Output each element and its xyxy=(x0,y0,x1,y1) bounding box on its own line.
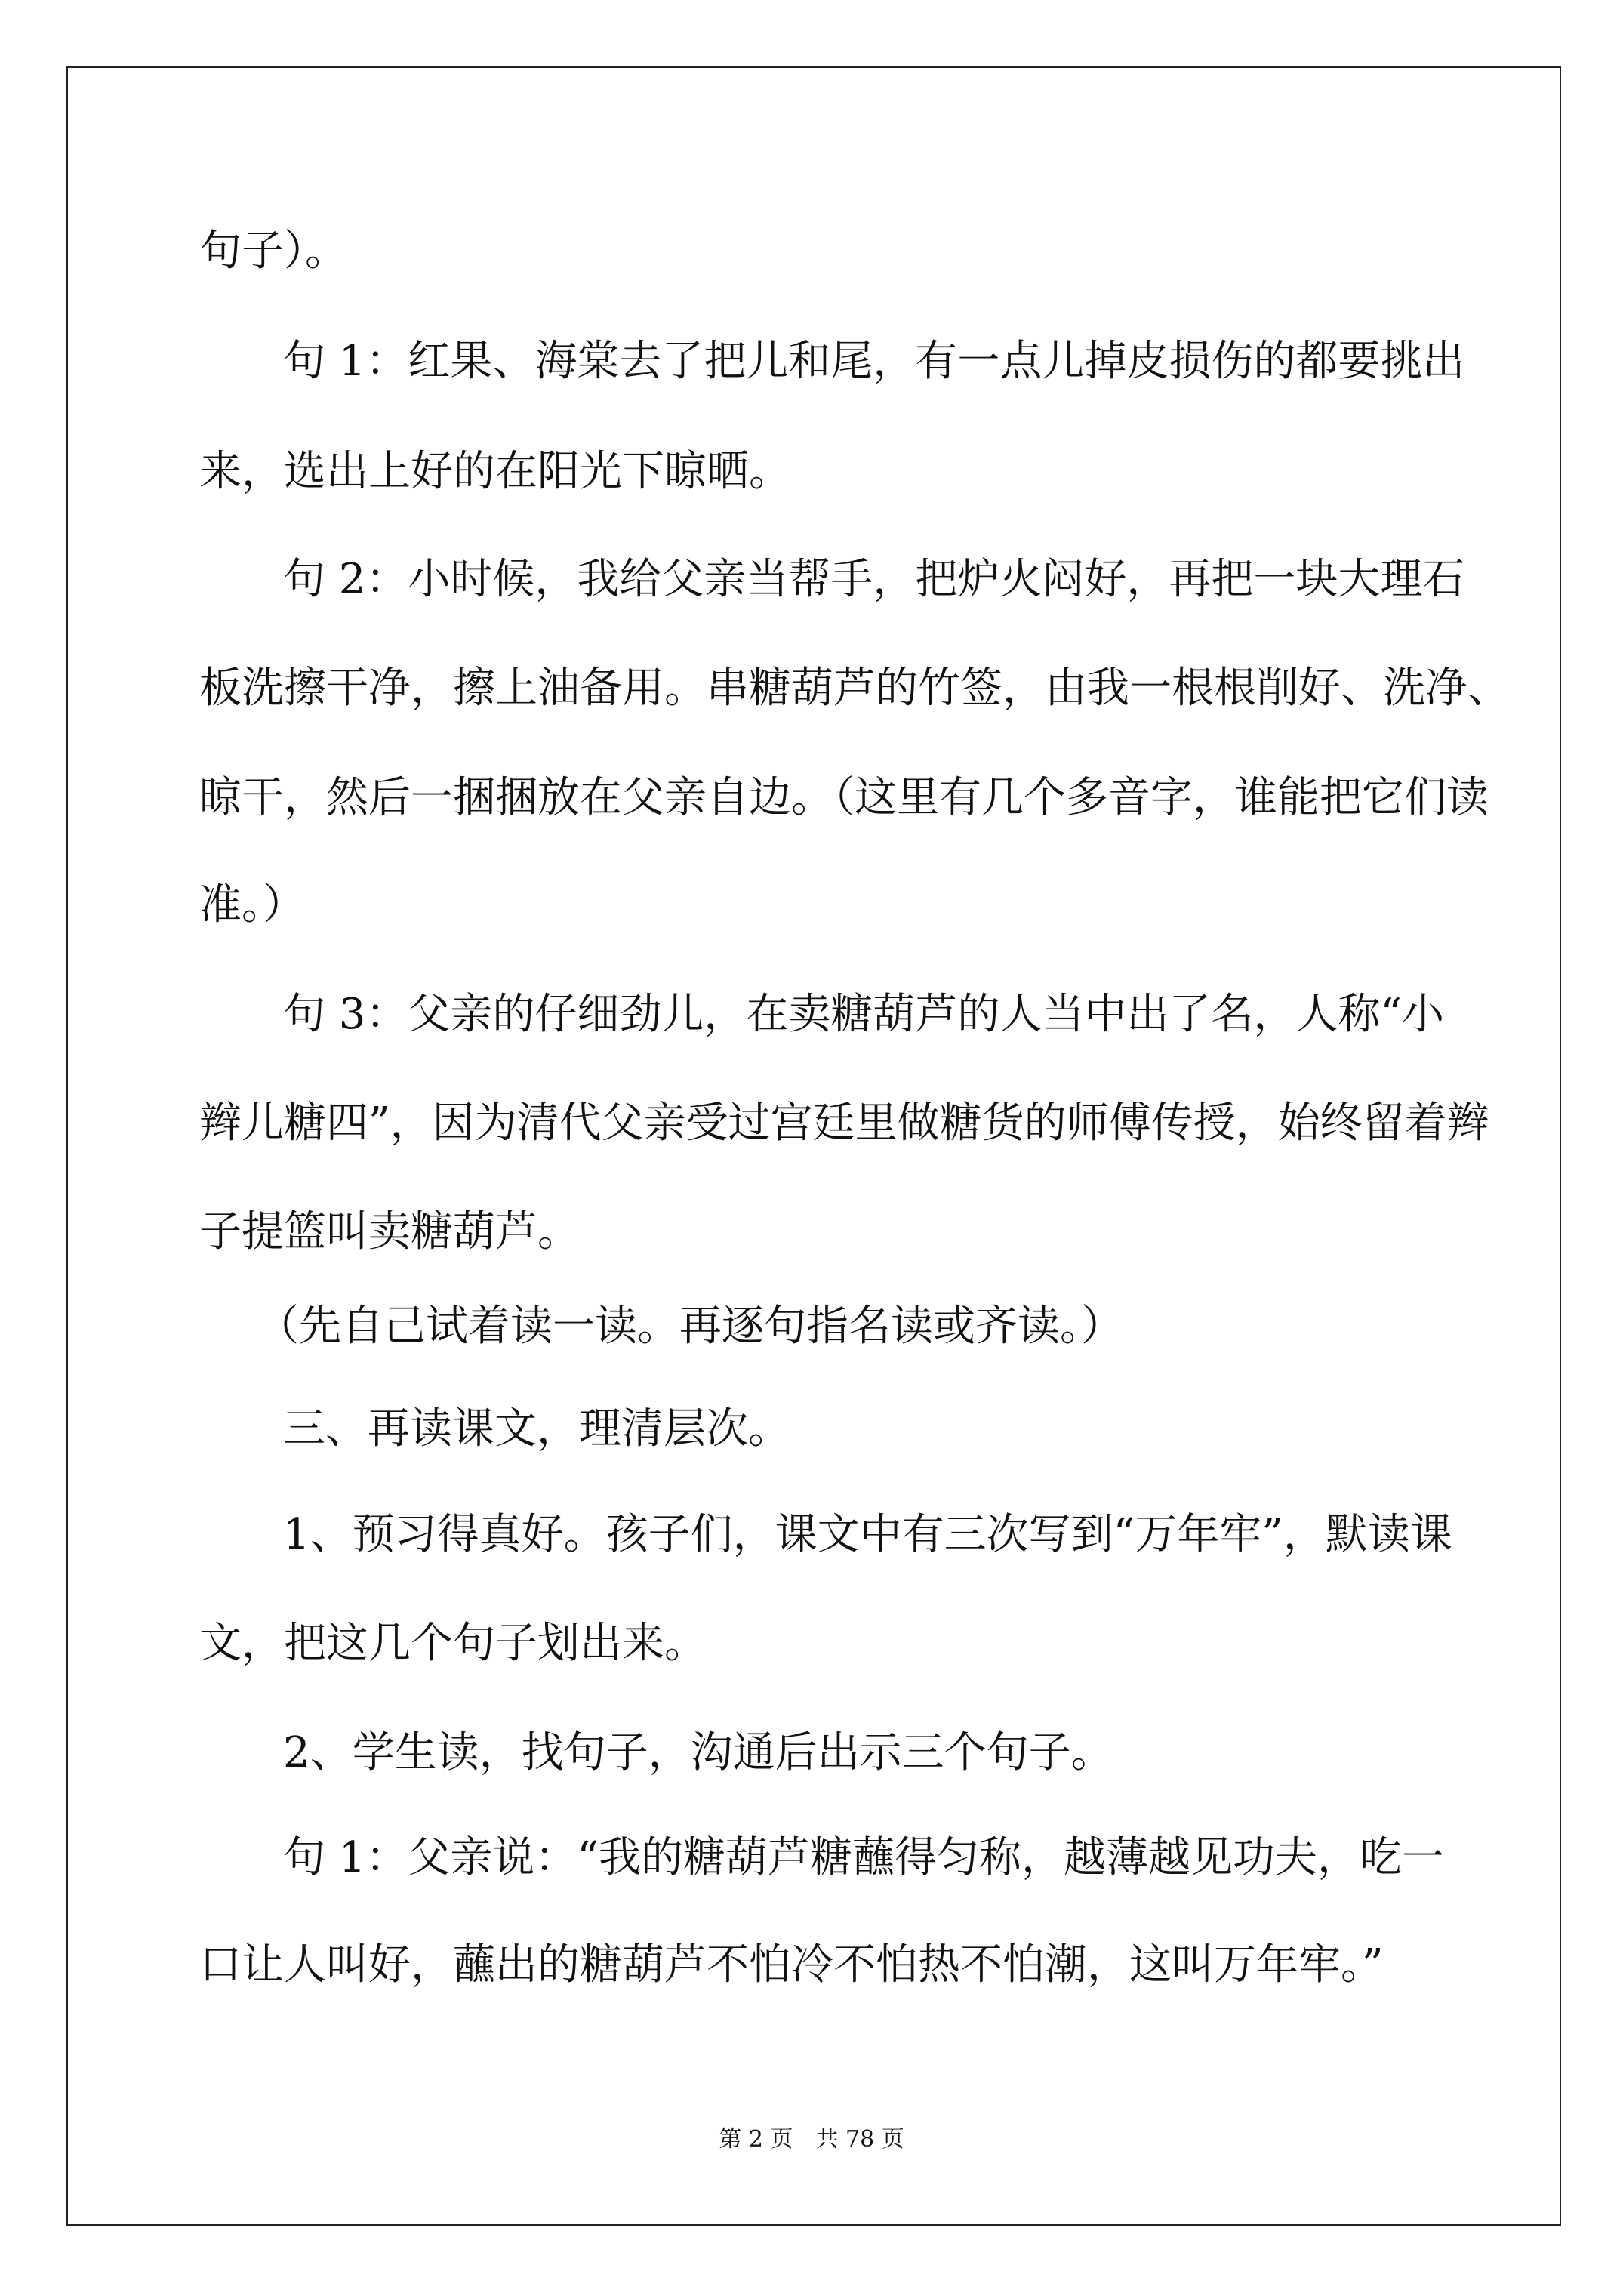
page-footer: 第 2 页 共 78 页 xyxy=(719,2126,904,2153)
text-line-1: 句子）。 xyxy=(199,227,347,276)
text-line-6: 晾干，然后一捆捆放在父亲自边。（这里有几个多音字，谁能把它们读 xyxy=(199,773,1489,822)
text-line-15: 2、学生读，找句子，沟通后出示三个句子。 xyxy=(283,1728,1113,1777)
text-line-9: 辫儿糖四”，因为清代父亲受过宫廷里做糖货的师傅传授，始终留着辫 xyxy=(199,1099,1489,1148)
text-line-4: 句 2：小时候，我给父亲当帮手，把炉火闷好，再把一块大理石 xyxy=(283,555,1465,604)
text-line-14: 文，把这几个句子划出来。 xyxy=(199,1619,707,1668)
text-line-17: 口让人叫好，蘸出的糖葫芦不怕冷不怕热不怕潮，这叫万年牢。” xyxy=(199,1940,1384,1989)
text-line-10: 子提篮叫卖糖葫芦。 xyxy=(199,1207,580,1256)
text-line-11: （先自己试着读一读。再逐句指名读或齐读。） xyxy=(257,1302,1123,1351)
text-line-16: 句 1：父亲说：“我的糖葫芦糖蘸得匀称，越薄越见功夫，吃一 xyxy=(283,1833,1445,1882)
text-line-5: 板洗擦干净，擦上油备用。串糖葫芦的竹签，由我一根根削好、洗净、 xyxy=(199,664,1510,713)
text-line-2: 句 1：红果、海棠去了把儿和尾，有一点儿掉皮损伤的都要挑出 xyxy=(283,337,1465,386)
text-line-7: 准。） xyxy=(199,880,305,929)
text-line-3: 来，选出上好的在阳光下晾晒。 xyxy=(199,447,791,496)
text-line-12: 三、再读课文，理清层次。 xyxy=(283,1404,790,1453)
text-line-8: 句 3：父亲的仔细劲儿，在卖糖葫芦的人当中出了名，人称“小 xyxy=(283,990,1445,1039)
text-line-13: 1、预习得真好。孩子们，课文中有三次写到“万年牢”，默读课 xyxy=(283,1510,1452,1559)
